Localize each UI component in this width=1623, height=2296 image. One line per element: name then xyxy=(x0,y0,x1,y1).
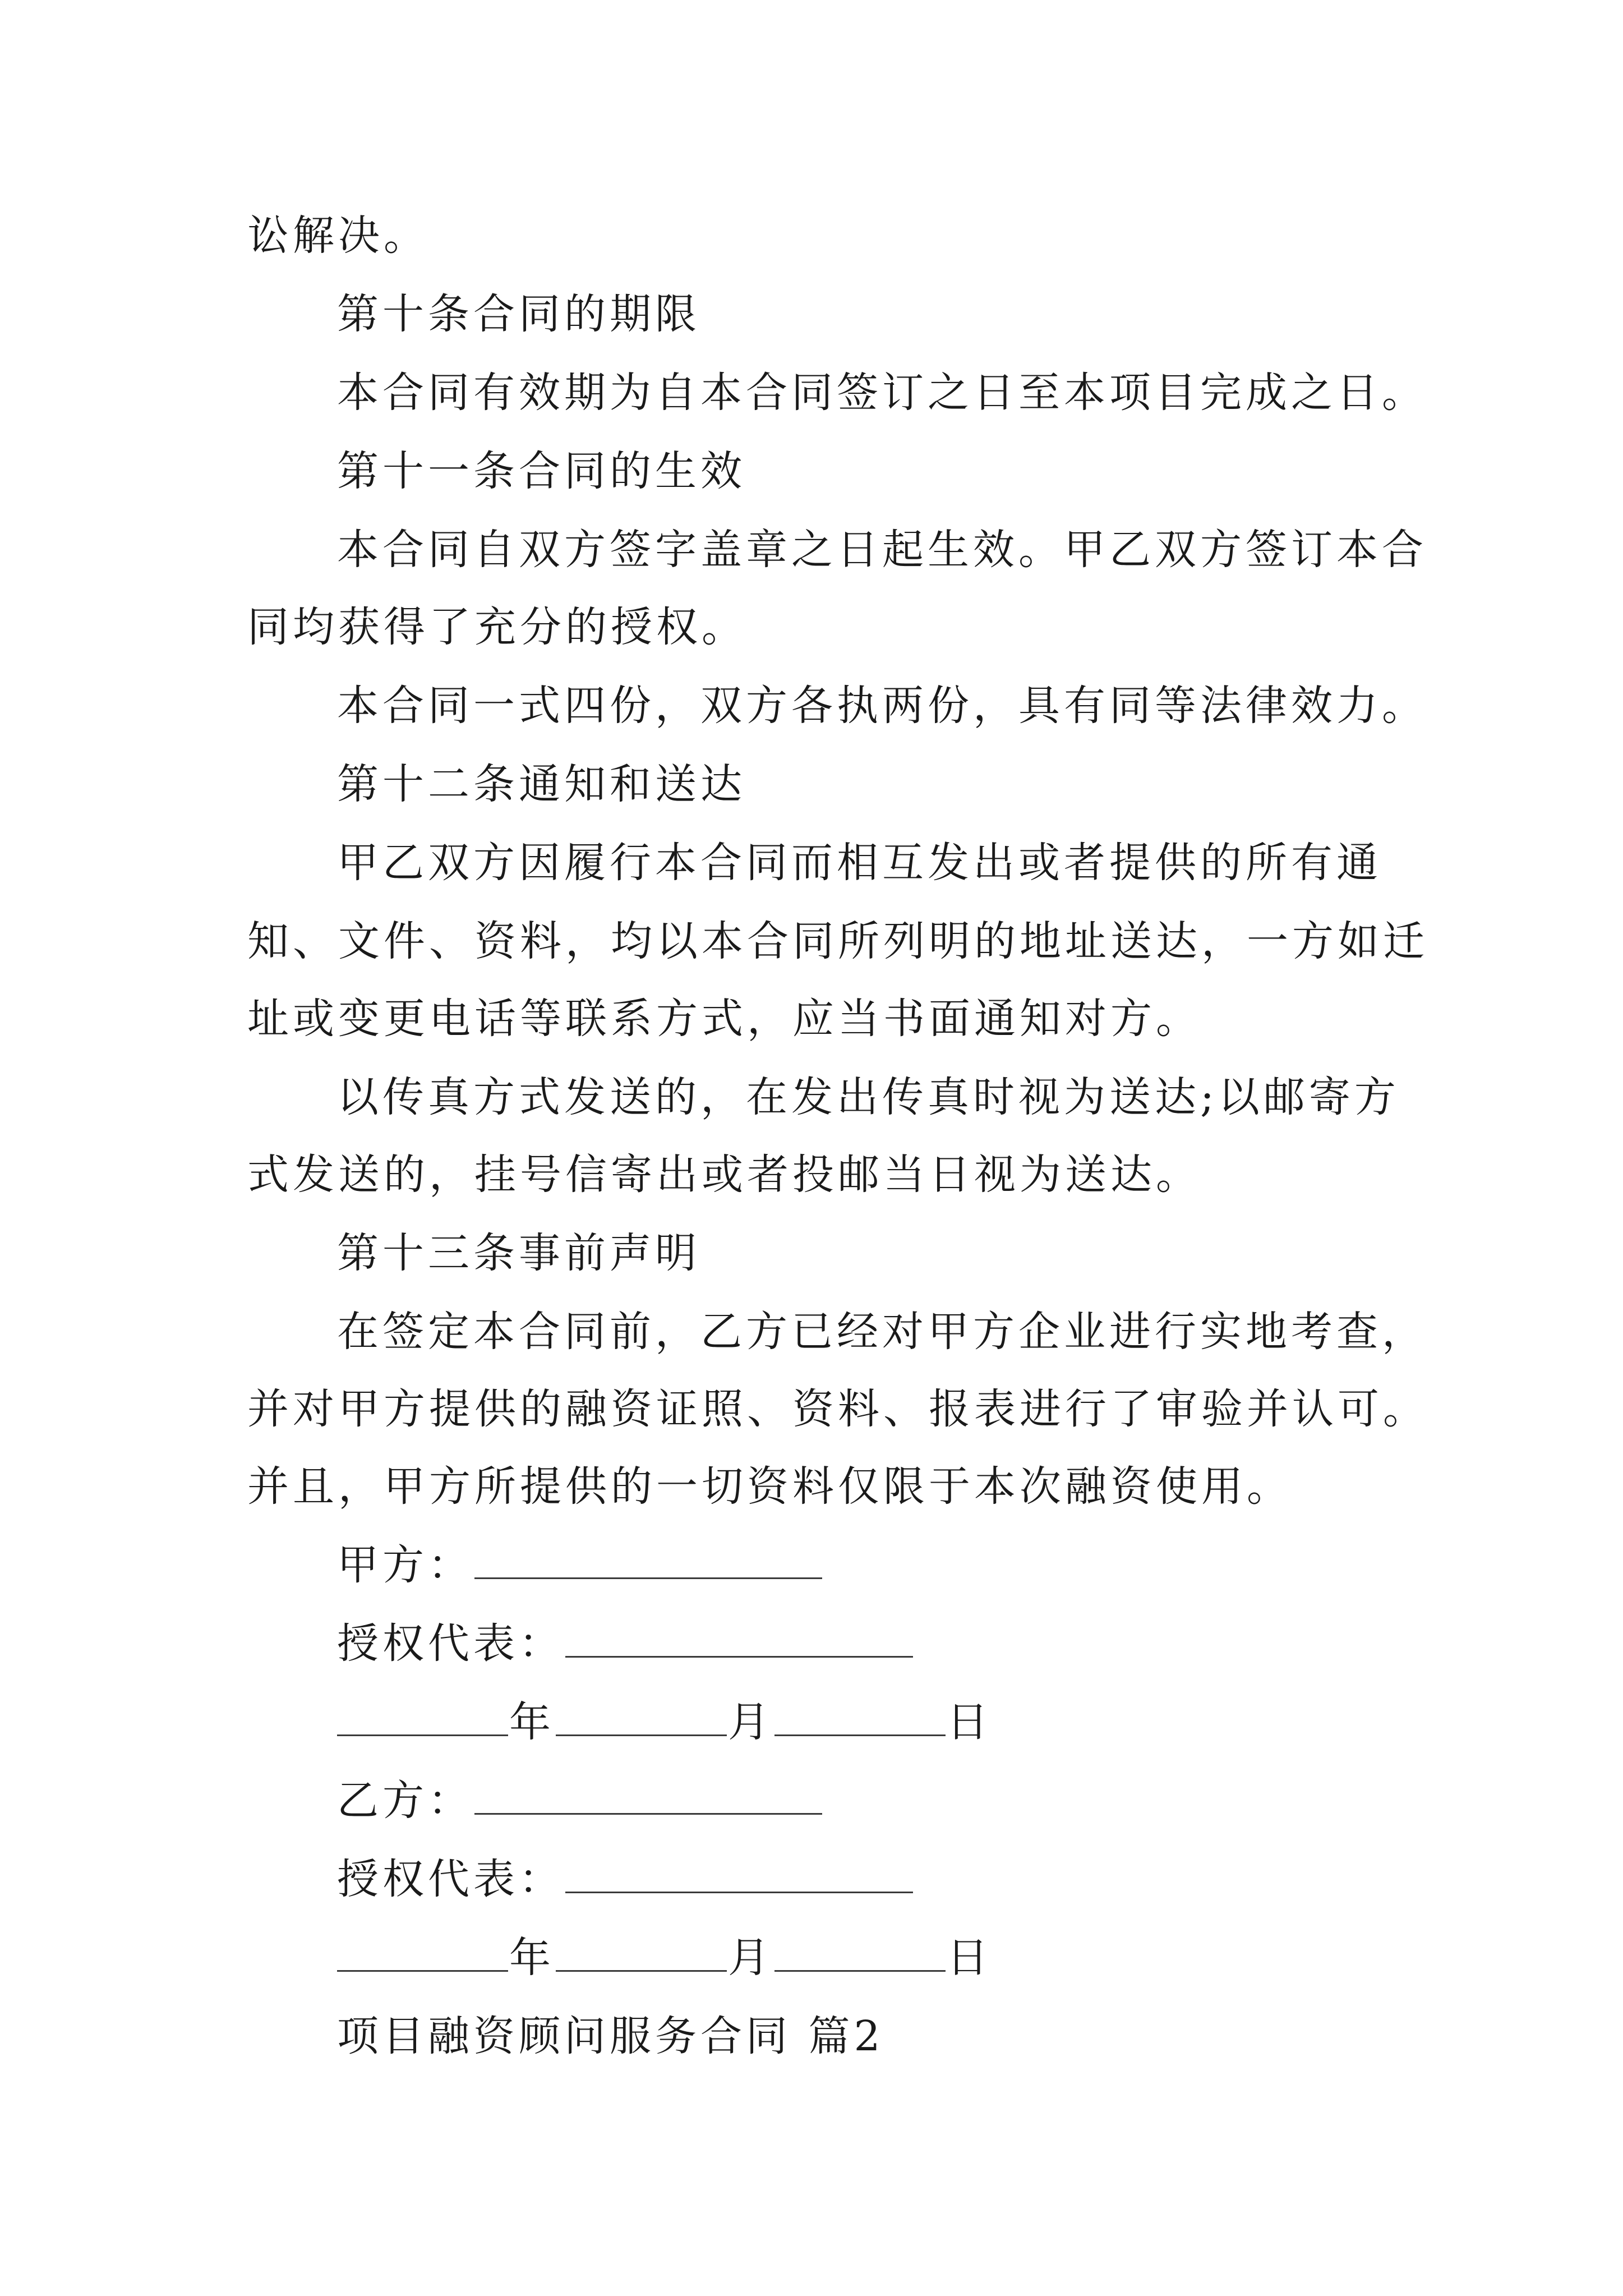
party-b-rep-line xyxy=(337,1851,914,1907)
article-13-heading: 第十三条事前声明 xyxy=(337,1229,700,1277)
article-12-para1-line3: 址或变更电话等联系方式，应当书面通知对方。 xyxy=(247,995,1201,1043)
party-a-label: 甲方： xyxy=(337,1541,473,1589)
party-b-date-line xyxy=(337,1930,992,1986)
next-section-title: 项目融资顾问服务合同 篇2 xyxy=(337,2012,884,2060)
article-12-heading: 第十二条通知和送达 xyxy=(337,760,746,808)
article-13-line3: 并且，甲方所提供的一切资料仅限于本次融资使用。 xyxy=(247,1462,1292,1511)
article-11-heading: 第十一条合同的生效 xyxy=(337,447,746,495)
party-a-month-blank xyxy=(556,1700,727,1736)
party-a-line xyxy=(337,1537,823,1593)
party-a-rep-blank xyxy=(565,1621,913,1658)
party-a-day-blank xyxy=(774,1700,946,1736)
article-11-para1-line2: 同均获得了充分的授权。 xyxy=(247,603,747,651)
article-11-para2: 本合同一式四份，双方各执两份，具有同等法律效力。 xyxy=(337,682,1427,730)
party-b-year-label: 年 xyxy=(509,1934,555,1982)
party-b-blank xyxy=(474,1778,822,1815)
party-b-line xyxy=(337,1773,823,1829)
article-12-para1-line2: 知、文件、资料，均以本合同所列明的地址送达，一方如迁 xyxy=(247,917,1428,965)
party-b-rep-label: 授权代表： xyxy=(337,1855,564,1903)
party-a-rep-line xyxy=(337,1616,914,1672)
party-a-year-blank xyxy=(337,1700,508,1736)
article-10-body: 本合同有效期为自本合同签订之日至本项目完成之日。 xyxy=(337,369,1427,417)
article-12-para2-line2: 式发送的，挂号信寄出或者投邮当日视为送达。 xyxy=(247,1151,1201,1199)
party-a-month-label: 月 xyxy=(728,1698,773,1746)
party-a-year-label: 年 xyxy=(509,1698,555,1746)
article-12-para2-line1: 以传真方式发送的，在发出传真时视为送达;以邮寄方 xyxy=(337,1073,1400,1121)
party-b-day-label: 日 xyxy=(947,1934,992,1982)
article-10-heading: 第十条合同的期限 xyxy=(337,290,700,338)
article-13-line2: 并对甲方提供的融资证照、资料、报表进行了审验并认可。 xyxy=(247,1385,1428,1433)
party-a-day-label: 日 xyxy=(947,1698,992,1746)
party-a-blank xyxy=(474,1543,822,1579)
article-13-line1: 在签定本合同前，乙方已经对甲方企业进行实地考查， xyxy=(337,1308,1427,1356)
party-a-rep-label: 授权代表： xyxy=(337,1619,564,1668)
article-12-para1-line1: 甲乙双方因履行本合同而相互发出或者提供的所有通 xyxy=(337,839,1382,887)
party-b-day-blank xyxy=(774,1935,946,1972)
party-b-rep-blank xyxy=(565,1857,913,1893)
party-b-year-blank xyxy=(337,1935,508,1972)
party-b-month-blank xyxy=(556,1935,727,1972)
article-11-para1-line1: 本合同自双方签字盖章之日起生效。甲乙双方签订本合 xyxy=(337,526,1427,574)
party-a-date-line xyxy=(337,1694,992,1750)
party-b-month-label: 月 xyxy=(728,1934,773,1982)
continued-paragraph: 讼解决。 xyxy=(247,211,429,260)
party-b-label: 乙方： xyxy=(337,1777,473,1825)
